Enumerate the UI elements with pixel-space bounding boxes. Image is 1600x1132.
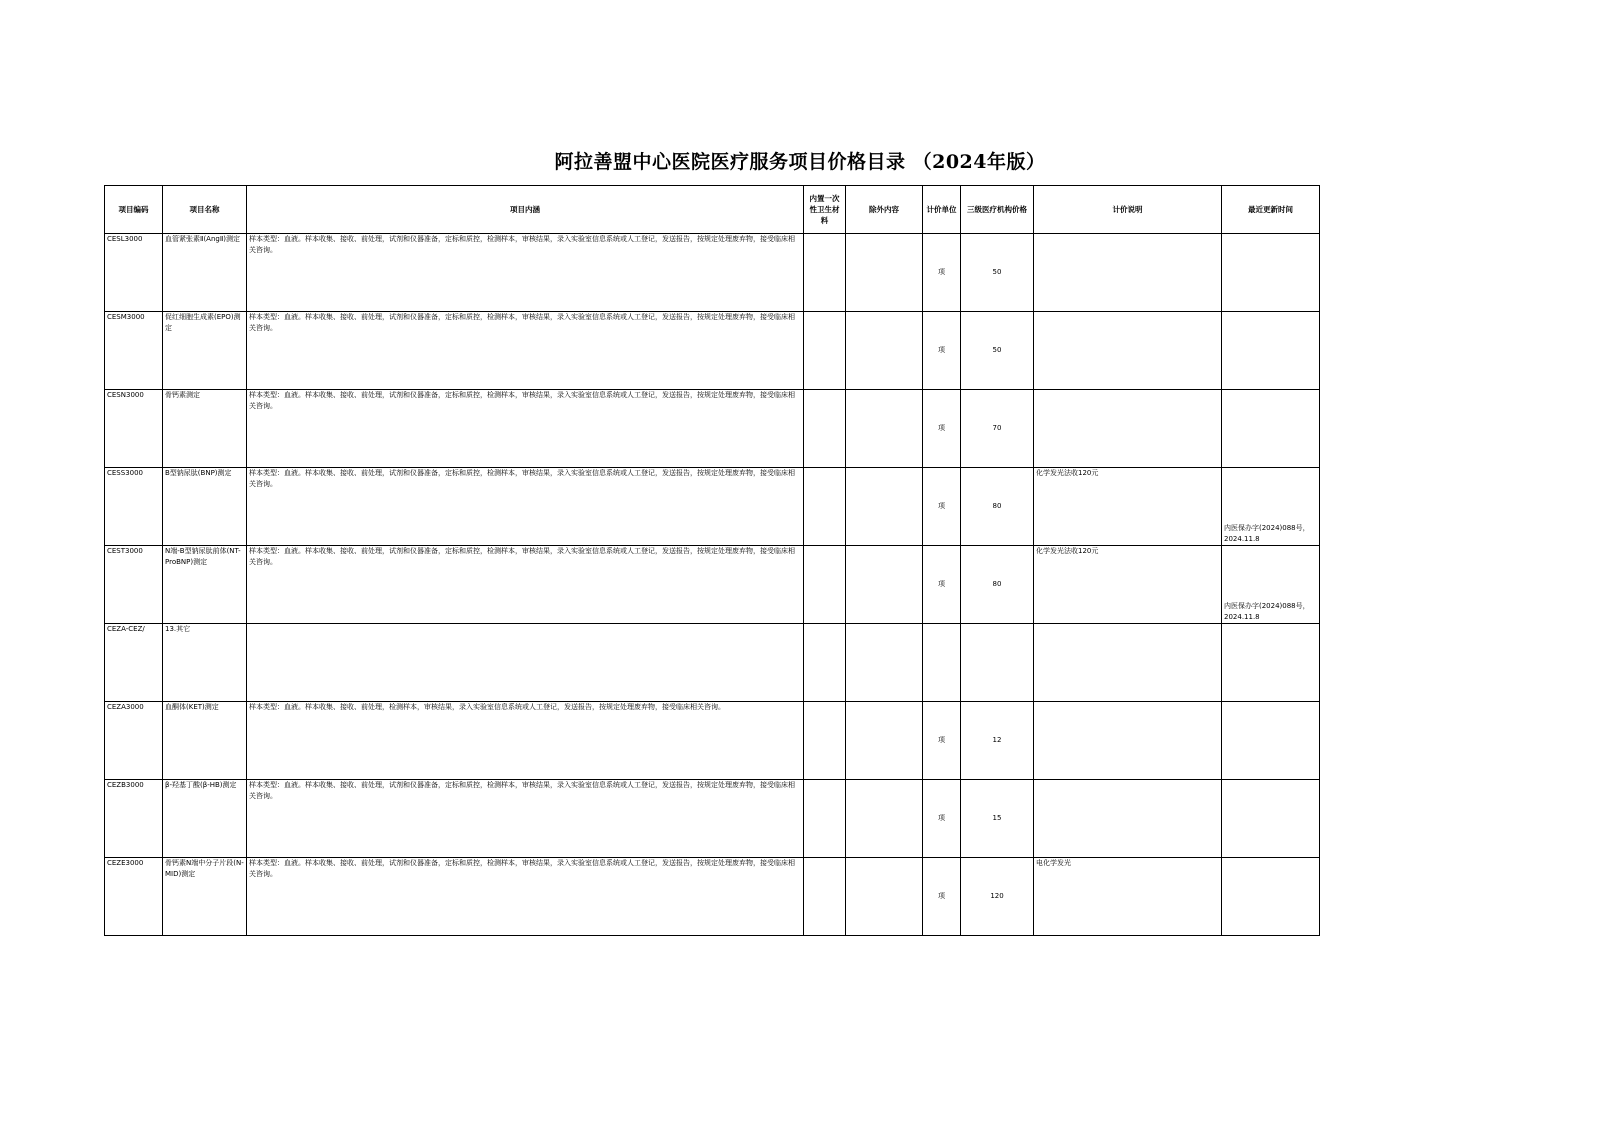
cell-updated: 内医保办字(2024)088号，2024.11.8 xyxy=(1222,546,1320,624)
cell-consumables xyxy=(804,468,846,546)
cell-code: CESN3000 xyxy=(105,390,163,468)
cell-content: 样本类型：血液。样本收集、接收、前处理，试剂和仪器准备，定标和质控，检测样本，审核结果，录入实验室信息系统或人工登记，发送报告，按规定处理废弃物，接受临床相关咨询。 xyxy=(247,546,804,624)
header-unit: 计价单位 xyxy=(923,186,961,234)
cell-code: CESM3000 xyxy=(105,312,163,390)
table-row xyxy=(105,858,1320,936)
cell-notes: 化学发光法收120元 xyxy=(1034,546,1222,624)
cell-price: 50 xyxy=(961,312,1034,390)
cell-unit: 项 xyxy=(923,468,961,546)
cell-content: 样本类型：血液。样本收集、接收、前处理，检测样本，审核结果，录入实验室信息系统或人工登记，发送报告，按规定处理废弃物，接受临床相关咨询。 xyxy=(247,702,804,780)
cell-unit: 项 xyxy=(923,234,961,312)
cell-name: 骨钙素N端中分子片段(N-MID)测定 xyxy=(163,858,247,936)
cell-exclusions xyxy=(846,624,923,702)
table-header-row xyxy=(105,186,1320,234)
cell-consumables xyxy=(804,546,846,624)
cell-unit: 项 xyxy=(923,546,961,624)
cell-unit: 项 xyxy=(923,858,961,936)
cell-consumables xyxy=(804,624,846,702)
cell-exclusions xyxy=(846,390,923,468)
header-consumables: 内置一次性卫生材料 xyxy=(804,186,846,234)
header-price: 三级医疗机构价格 xyxy=(961,186,1034,234)
cell-consumables xyxy=(804,702,846,780)
cell-updated xyxy=(1222,780,1320,858)
cell-name: 13.其它 xyxy=(163,624,247,702)
cell-notes xyxy=(1034,780,1222,858)
cell-price: 120 xyxy=(961,858,1034,936)
cell-price: 15 xyxy=(961,780,1034,858)
cell-updated: 内医保办字(2024)088号，2024.11.8 xyxy=(1222,468,1320,546)
cell-updated xyxy=(1222,312,1320,390)
document-title: 阿拉善盟中心医院医疗服务项目价格目录 （2024年版） xyxy=(554,151,1046,173)
cell-notes xyxy=(1034,624,1222,702)
cell-price: 50 xyxy=(961,234,1034,312)
cell-price: 80 xyxy=(961,468,1034,546)
table-row xyxy=(105,546,1320,624)
cell-notes xyxy=(1034,390,1222,468)
cell-unit: 项 xyxy=(923,312,961,390)
cell-unit: 项 xyxy=(923,780,961,858)
table-row xyxy=(105,780,1320,858)
cell-code: CEZB3000 xyxy=(105,780,163,858)
cell-updated xyxy=(1222,624,1320,702)
cell-exclusions xyxy=(846,468,923,546)
cell-name: β-羟基丁酸(β-HB)测定 xyxy=(163,780,247,858)
cell-content xyxy=(247,624,804,702)
cell-consumables xyxy=(804,234,846,312)
cell-notes xyxy=(1034,312,1222,390)
cell-code: CESS3000 xyxy=(105,468,163,546)
cell-notes xyxy=(1034,234,1222,312)
cell-content: 样本类型：血液。样本收集、接收、前处理，试剂和仪器准备，定标和质控，检测样本，审核结果，录入实验室信息系统或人工登记，发送报告，按规定处理废弃物，接受临床相关咨询。 xyxy=(247,858,804,936)
cell-content: 样本类型：血液。样本收集、接收、前处理，试剂和仪器准备，定标和质控，检测样本，审核结果，录入实验室信息系统或人工登记，发送报告，按规定处理废弃物，接受临床相关咨询。 xyxy=(247,234,804,312)
cell-unit: 项 xyxy=(923,702,961,780)
cell-consumables xyxy=(804,312,846,390)
cell-name: 血酮体(KET)测定 xyxy=(163,702,247,780)
cell-consumables xyxy=(804,780,846,858)
cell-exclusions xyxy=(846,312,923,390)
table-row xyxy=(105,234,1320,312)
cell-unit: 项 xyxy=(923,390,961,468)
cell-price: 80 xyxy=(961,546,1034,624)
cell-price: 70 xyxy=(961,390,1034,468)
cell-content: 样本类型：血液。样本收集、接收、前处理，试剂和仪器准备，定标和质控，检测样本，审核结果，录入实验室信息系统或人工登记，发送报告，按规定处理废弃物，接受临床相关咨询。 xyxy=(247,390,804,468)
cell-exclusions xyxy=(846,546,923,624)
table-row xyxy=(105,468,1320,546)
cell-notes xyxy=(1034,702,1222,780)
table-row xyxy=(105,702,1320,780)
cell-notes: 电化学发光 xyxy=(1034,858,1222,936)
header-exclusions: 除外内容 xyxy=(846,186,923,234)
cell-name: 促红细胞生成素(EPO)测定 xyxy=(163,312,247,390)
cell-code: CEZE3000 xyxy=(105,858,163,936)
header-updated: 最近更新时间 xyxy=(1222,186,1320,234)
table-row xyxy=(105,312,1320,390)
cell-name: B型钠尿肽(BNP)测定 xyxy=(163,468,247,546)
cell-consumables xyxy=(804,390,846,468)
cell-code: CESL3000 xyxy=(105,234,163,312)
cell-content: 样本类型：血液。样本收集、接收、前处理，试剂和仪器准备，定标和质控，检测样本，审核结果，录入实验室信息系统或人工登记，发送报告，按规定处理废弃物，接受临床相关咨询。 xyxy=(247,780,804,858)
cell-price xyxy=(961,624,1034,702)
cell-updated xyxy=(1222,858,1320,936)
table-row xyxy=(105,390,1320,468)
cell-exclusions xyxy=(846,858,923,936)
cell-content: 样本类型：血液。样本收集、接收、前处理，试剂和仪器准备，定标和质控，检测样本，审核结果，录入实验室信息系统或人工登记，发送报告，按规定处理废弃物，接受临床相关咨询。 xyxy=(247,468,804,546)
header-content: 项目内涵 xyxy=(247,186,804,234)
cell-unit xyxy=(923,624,961,702)
cell-code: CEZA3000 xyxy=(105,702,163,780)
cell-consumables xyxy=(804,858,846,936)
cell-updated xyxy=(1222,702,1320,780)
cell-code: CEST3000 xyxy=(105,546,163,624)
header-notes: 计价说明 xyxy=(1034,186,1222,234)
cell-updated xyxy=(1222,234,1320,312)
cell-exclusions xyxy=(846,234,923,312)
price-table xyxy=(104,185,1320,936)
header-code: 项目编码 xyxy=(105,186,163,234)
cell-exclusions xyxy=(846,702,923,780)
cell-name: N端-B型钠尿肽前体(NT-ProBNP)测定 xyxy=(163,546,247,624)
cell-code: CEZA-CEZ/ xyxy=(105,624,163,702)
cell-name: 骨钙素测定 xyxy=(163,390,247,468)
cell-exclusions xyxy=(846,780,923,858)
cell-price: 12 xyxy=(961,702,1034,780)
cell-notes: 化学发光法收120元 xyxy=(1034,468,1222,546)
table-row xyxy=(105,624,1320,702)
cell-content: 样本类型：血液。样本收集、接收、前处理，试剂和仪器准备，定标和质控，检测样本，审核结果，录入实验室信息系统或人工登记，发送报告，按规定处理废弃物，接受临床相关咨询。 xyxy=(247,312,804,390)
header-name: 项目名称 xyxy=(163,186,247,234)
cell-name: 血管紧张素Ⅱ(AngⅡ)测定 xyxy=(163,234,247,312)
cell-updated xyxy=(1222,390,1320,468)
